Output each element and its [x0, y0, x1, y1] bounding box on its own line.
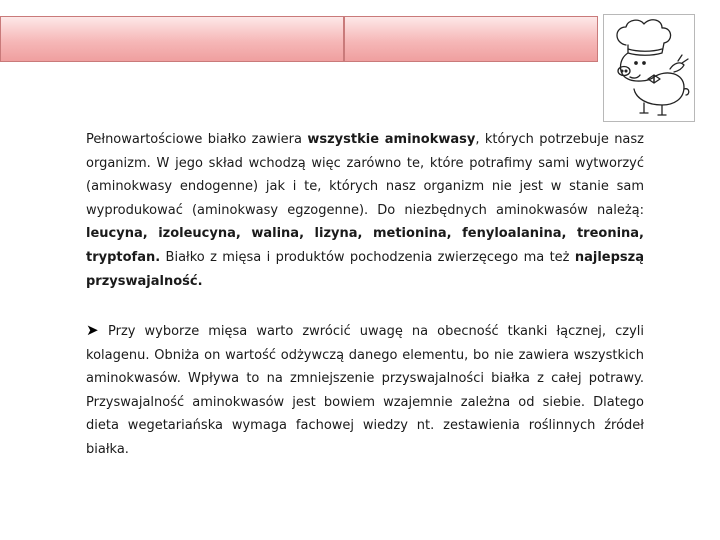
banner-segment-left: [0, 16, 344, 62]
header-banner: [0, 16, 598, 62]
p1-bold-best-absorption: najlepszą przyswajalność.: [86, 249, 644, 289]
p1-bold-all-aminoacids: wszystkie aminokwasy: [307, 132, 476, 147]
arrow-bullet-icon: ➤: [86, 321, 99, 339]
p2-text: Przy wyborze mięsa warto zwrócić uwagę na obecność tkanki łącznej, czyli kolagenu. Obniża on wartość odżywczą danego elementu, bo nie zawiera wszystkich aminokwasów. Wpływa to na zmniejszenie przyswajalności białka z całej potrawy. Przyswajalność aminokwasów jest bowiem wzajemnie zależna od siebie. Dlatego dieta wegetariańska wymaga fachowej wiedzy nt. zestawienia roślinnych źródeł białka.: [86, 324, 644, 457]
banner-segment-right: [344, 16, 598, 62]
chef-pig-logo: [603, 14, 695, 122]
p1-text-c: , których potrzebuje nasz organizm. W jego skład wchodzą więc zarówno te, które potrafimy sami wytworzyć (aminokwasy endogenne) jak i te, których nasz organizm nie jest w stanie sam wyprodukować (aminokwasy egzogenne). Do niezbędnych aminokwasów należą:: [86, 132, 644, 218]
chef-pig-icon: [604, 15, 694, 121]
p1-text-e: Białko z mięsa i produktów pochodzenia zwierzęcego ma też: [160, 249, 575, 265]
p1-bold-aminoacid-list: leucyna, izoleucyna, walina, lizyna, metionina, fenyloalanina, treonina, tryptofan.: [86, 226, 644, 265]
paragraph-collagen: [86, 319, 644, 462]
paragraph-protein: [86, 128, 644, 293]
p1-text-a: Pełnowartościowe białko zawiera: [86, 132, 308, 147]
